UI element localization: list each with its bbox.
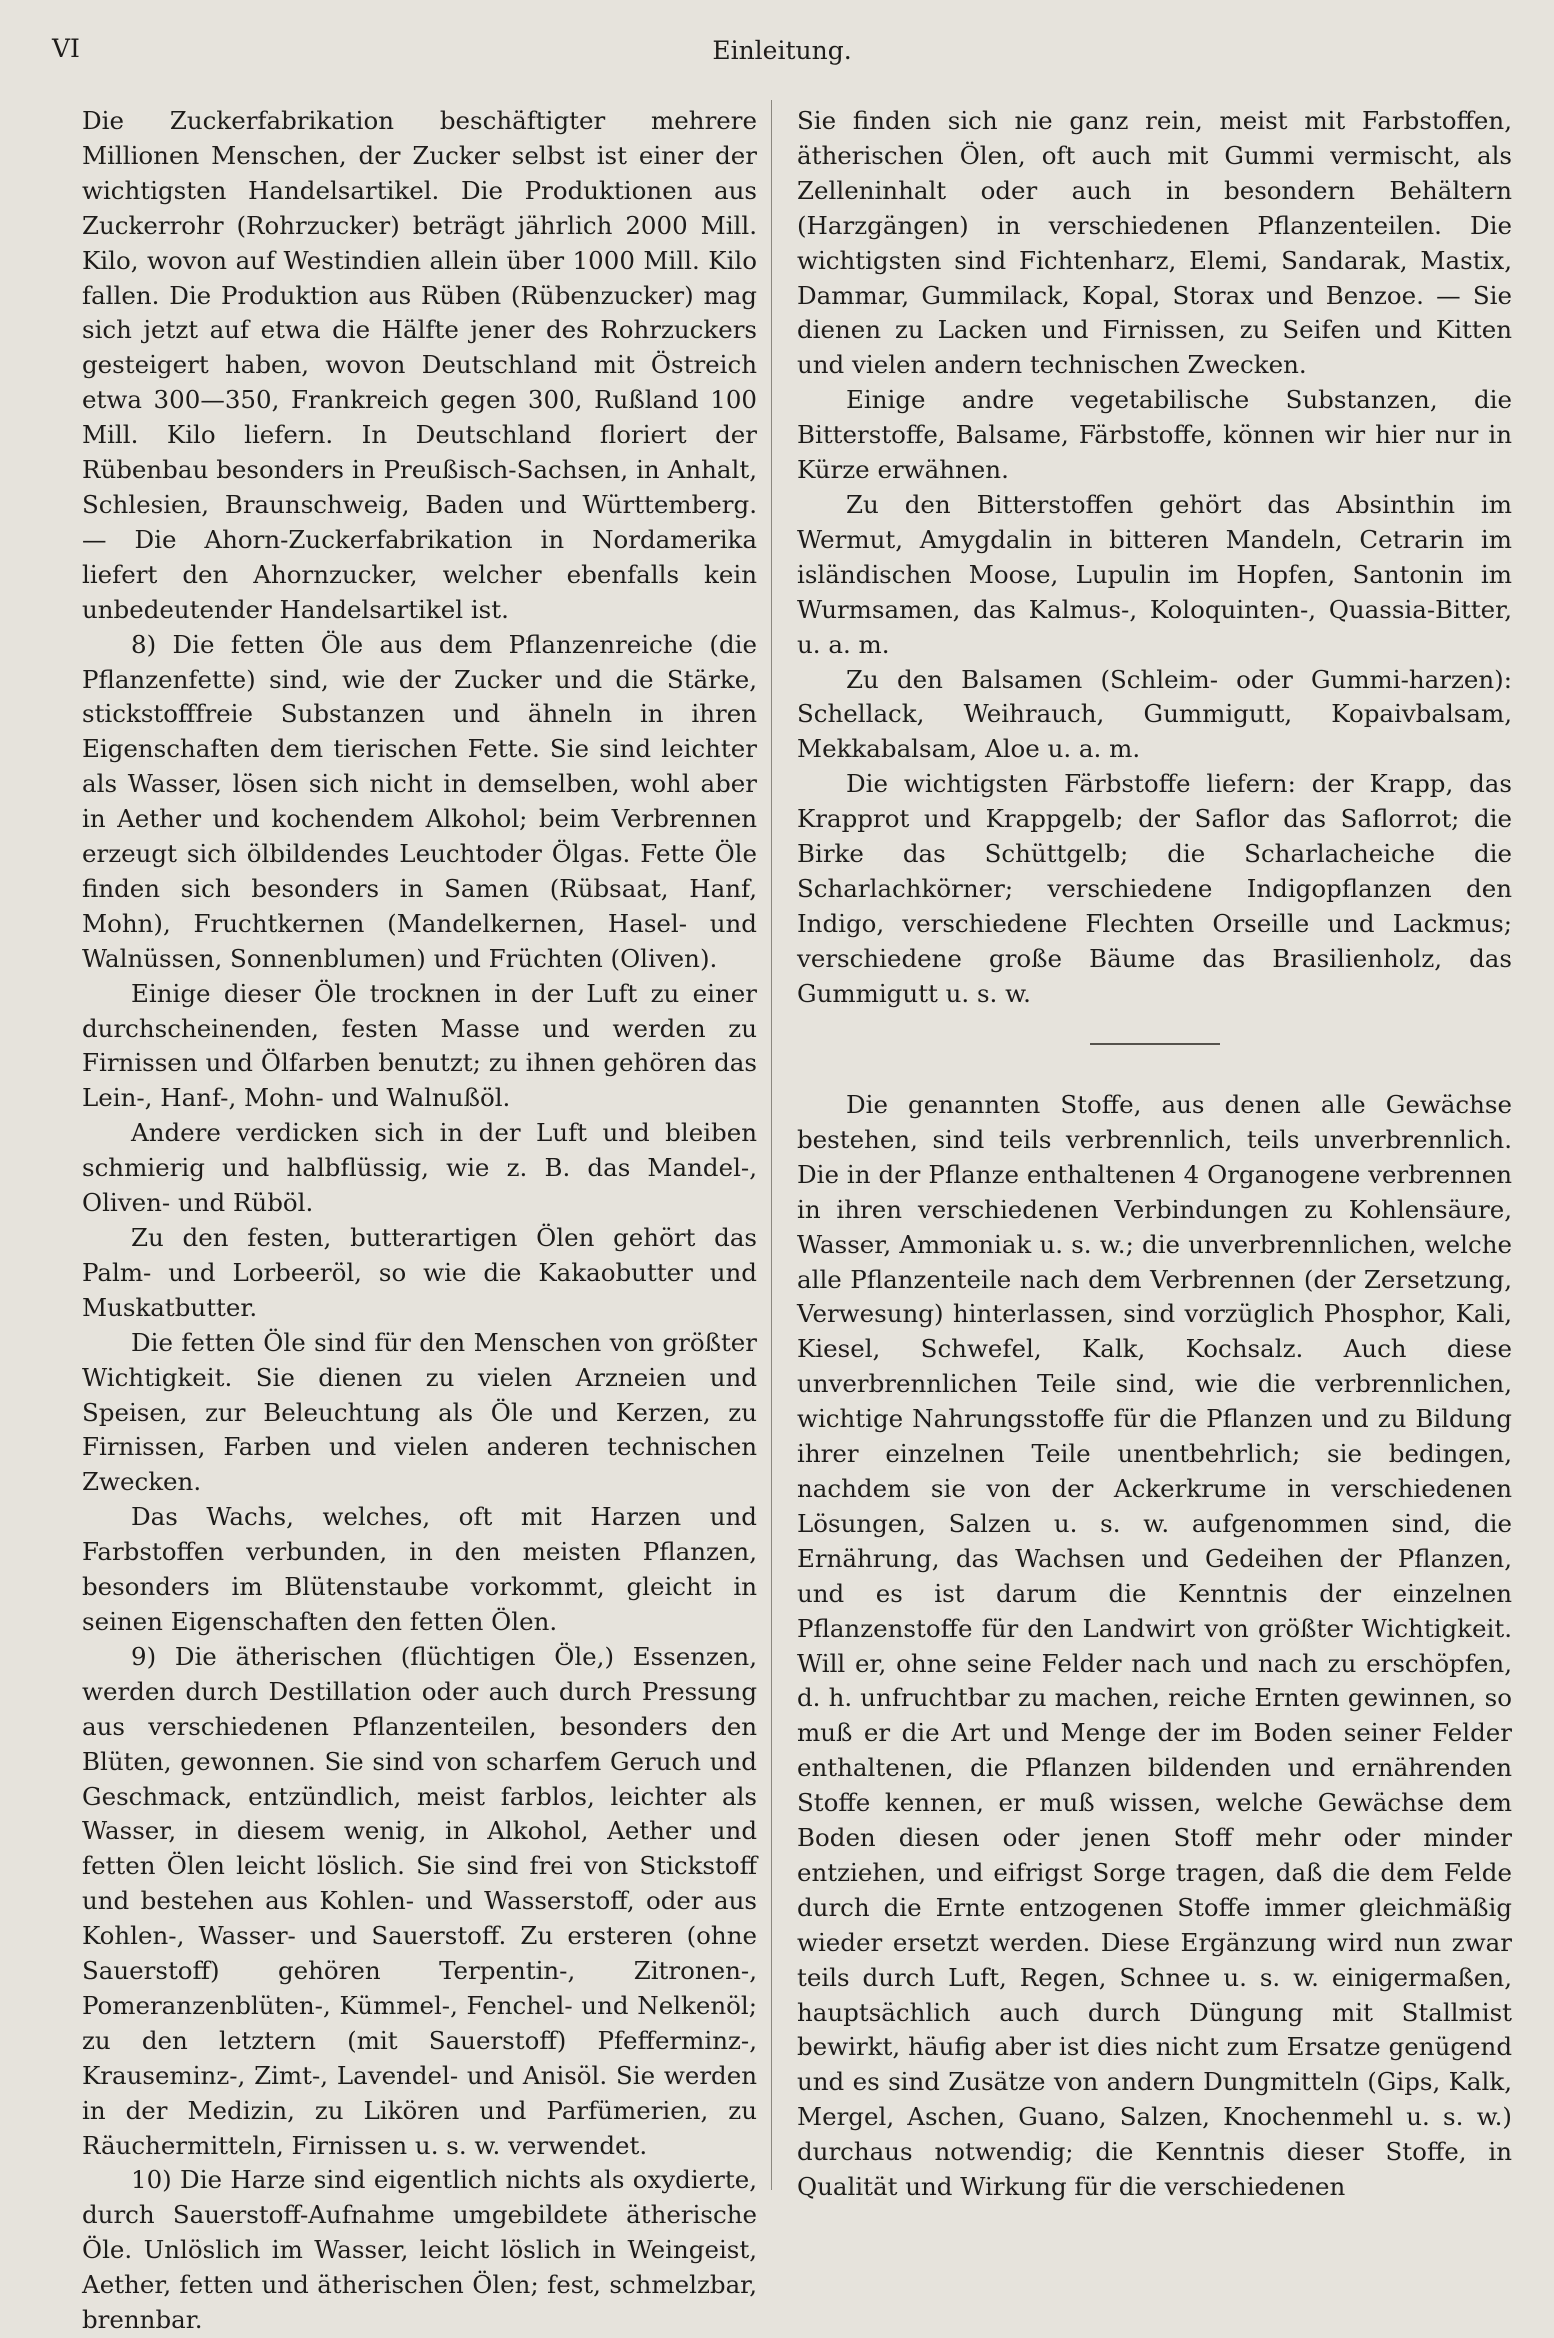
paragraph: Die genannten Stoffe, aus denen alle Gewächse bestehen, sind teils verbrennlich, teils unverbrennlich. Die in der Pflanze enthaltenen 4 Organogene verbrennen in ihren verschiedenen Verbindungen zu Kohlensäure, Wasser, Ammoniak u. s. w.; die unverbrennlichen, welche alle Pflanzenteile nach dem Verbrennen (der Zersetzung, Verwesung) hinterlassen, sind vorzüglich Phosphor, Kali, Kiesel, Schwefel, Kalk, Kochsalz. Auch diese unverbrennlichen Teile sind, wie die verbrennlichen, wichtige Nahrungsstoffe für die Pflanzen und zu Bildung ihrer einzelnen Teile unentbehrlich; sie bedingen, nachdem sie von der Ackerkrume in verschiedenen Lösungen, Salzen u. s. w. aufgenommen sind, die Ernährung, das Wachsen und Gedeihen der Pflanzen, und es ist darum die Kenntnis der einzelnen Pflanzenstoffe für den Landwirt von größter Wichtigkeit. Will er, ohne seine Felder nach und nach zu erschöpfen, d. h. unfruchtbar zu machen, reiche Ernten gewinnen, so muß er die Art und Menge der im Boden seiner Felder enthaltenen, die Pflanzen bildenden und ernährenden Stoffe kennen, er muß wissen, welche Gewächse dem Boden diesen oder jenen Stoff mehr oder minder entziehen, und eifrigst Sorge tragen, daß die dem Felde durch die Ernte entzogenen Stoffe immer gleichmäßig wieder ersetzt werden. Diese Ergänzung wird nun zwar teils durch Luft, Regen, Schnee u. s. w. einigermaßen, hauptsächlich auch durch Düngung mit Stallmist bewirkt, häufig aber ist dies nicht zum Ersatze genügend und es sind Zusätze von andern Dungmitteln (Gips, Kalk, Mergel, Aschen, Guano, Salzen, Knochenmehl u. s. w.) durchaus notwendig; die Kenntnis dieser Stoffe, in Qualität und Wirkung für die verschiedenen [797,1090,1512,2202]
paragraph: Sie finden sich nie ganz rein, meist mit Farbstoffen, ätherischen Ölen, oft auch mit Gummi vermischt, als Zelleninhalt oder auch in besondern Behältern (Harzgängen) in verschiedenen Pflanzenteilen. Die wichtigsten sind Fichtenharz, Elemi, Sandarak, Mastix, Dammar, Gummilack, Kopal, Storax und Benzoe. — Sie dienen zu Lacken und Firnissen, zu Seifen und Kitten und vielen andern technischen Zwecken. [797,106,1512,380]
running-title: Einleitung. [712,36,852,65]
column-divider [771,100,772,2190]
paragraph: 9) Die ätherischen (flüchtigen Öle,) Essenzen, werden durch Destillation oder auch durch Pressung aus verschiedenen Pflanzenteilen, besonders den Blüten, gewonnen. Sie sind von scharfem Geruch und Geschmack, entzündlich, meist farblos, leichter als Wasser, in diesem wenig, in Alkohol, Aether und fetten Ölen leicht löslich. Sie sind frei von Stickstoff und bestehen aus Kohlen- und Wasserstoff, oder aus Kohlen-, Wasser- und Sauerstoff. Zu ersteren (ohne Sauerstoff) gehören Terpentin-, Zitronen-, Pomeranzenblüten-, Kümmel-, Fenchel- und Nelkenöl; zu den letztern (mit Sauerstoff) Pfefferminz-, Krauseminz-, Zimt-, Lavendel- und Anisöl. Sie werden in der Medizin, zu Likören und Parfümerien, zu Räuchermitteln, Firnissen u. s. w. verwendet. [82,1641,757,2160]
paragraph: Einige andre vegetabilische Substanzen, die Bitterstoffe, Balsame, Färbstoffe, können wir hier nur in Kürze erwähnen. [797,385,1512,485]
paragraph: Einige dieser Öle trocknen in der Luft zu einer durchscheinenden, festen Masse und werden zu Firnissen und Ölfarben benutzt; zu ihnen gehören das Lein-, Hanf-, Mohn- und Walnußöl. [82,978,757,1113]
left-column [82,104,757,2338]
right-column-upper [797,104,1512,1012]
paragraph: 8) Die fetten Öle aus dem Pflanzenreiche (die Pflanzenfette) sind, wie der Zucker und die Stärke, stickstofffreie Substanzen und ähneln in ihren Eigenschaften dem tierischen Fette. Sie sind leichter als Wasser, lösen sich nicht in demselben, wohl aber in Aether und kochendem Alkohol; beim Verbrennen erzeugt sich ölbildendes Leuchtoder Ölgas. Fette Öle finden sich besonders in Samen (Rübsaat, Hanf, Mohn), Fruchtkernen (Mandelkernen, Hasel- und Walnüssen, Sonnenblumen) und Früchten (Oliven). [82,629,757,973]
paragraph: Zu den festen, butterartigen Ölen gehört das Palm- und Lorbeeröl, so wie die Kakaobutter und Muskatbutter. [82,1223,757,1322]
paragraph: Zu den Bitterstoffen gehört das Absinthin im Wermut, Amygdalin in bitteren Mandeln, Cetrarin im isländischen Moose, Lupulin im Hopfen, Santonin im Wurmsamen, das Kalmus-, Koloquinten-, Quassia-Bitter, u. a. m. [797,489,1512,659]
paragraph: Andere verdicken sich in der Luft und bleiben schmierig und halbflüssig, wie z. B. das Mandel-, Oliven- und Rüböl. [82,1118,757,1218]
paragraph: Die Zuckerfabrikation beschäftigter mehrere Millionen Menschen, der Zucker selbst ist einer der wichtigsten Handelsartikel. Die Produktionen aus Zuckerrohr (Rohrzucker) beträgt jährlich 2000 Mill. Kilo, wovon auf Westindien allein über 1000 Mill. Kilo fallen. Die Produktion aus Rüben (Rübenzucker) mag sich jetzt auf etwa die Hälfte jener des Rohrzuckers gesteigert haben, wovon Deutschland mit Östreich etwa 300—350, Frankreich gegen 300, Rußland 100 Mill. Kilo liefern. In Deutschland floriert der Rübenbau besonders in Preußisch-Sachsen, in Anhalt, Schlesien, Braunschweig, Baden und Württemberg. — Die Ahorn-Zuckerfabrikation in Nordamerika liefert den Ahornzucker, welcher ebenfalls kein unbedeutender Handelsartikel ist. [82,106,757,624]
paragraph: Die wichtigsten Färbstoffe liefern: der Krapp, das Krapprot und Krappgelb; der Saflor das Saflorrot; die Birke das Schüttgelb; die Scharlacheiche die Scharlachkörner; verschiedene Indigopflanzen den Indigo, verschiedene Flechten Orseille und Lackmus; verschiedene große Bäume das Brasilienholz, das Gummigutt u. s. w. [797,769,1512,1008]
paragraph: Die fetten Öle sind für den Menschen von größter Wichtigkeit. Sie dienen zu vielen Arzneien und Speisen, zur Beleuchtung als Öle und Kerzen, zu Firnissen, Farben und vielen anderen technischen Zwecken. [82,1327,757,1497]
right-column-lower [797,1088,1512,2205]
page-header [50,30,1514,70]
section-separator-rule [1090,1043,1220,1045]
paragraph: Das Wachs, welches, oft mit Harzen und Farbstoffen verbunden, in den meisten Pflanzen, besonders im Blütenstaube vorkommt, gleicht in seinen Eigenschaften den fetten Ölen. [82,1502,757,1636]
paragraph: 10) Die Harze sind eigentlich nichts als oxydierte, durch Sauerstoff-Aufnahme umgebildete ätherische Öle. Unlöslich im Wasser, leicht löslich in Weingeist, Aether, fetten und ätherischen Ölen; fest, schmelzbar, brennbar. [82,2165,757,2335]
page-number: VI [52,34,80,63]
paragraph: Zu den Balsamen (Schleim- oder Gummi-harzen): Schellack, Weihrauch, Gummigutt, Kopaivbalsam, Mekkabalsam, Aloe u. a. m. [797,664,1512,764]
